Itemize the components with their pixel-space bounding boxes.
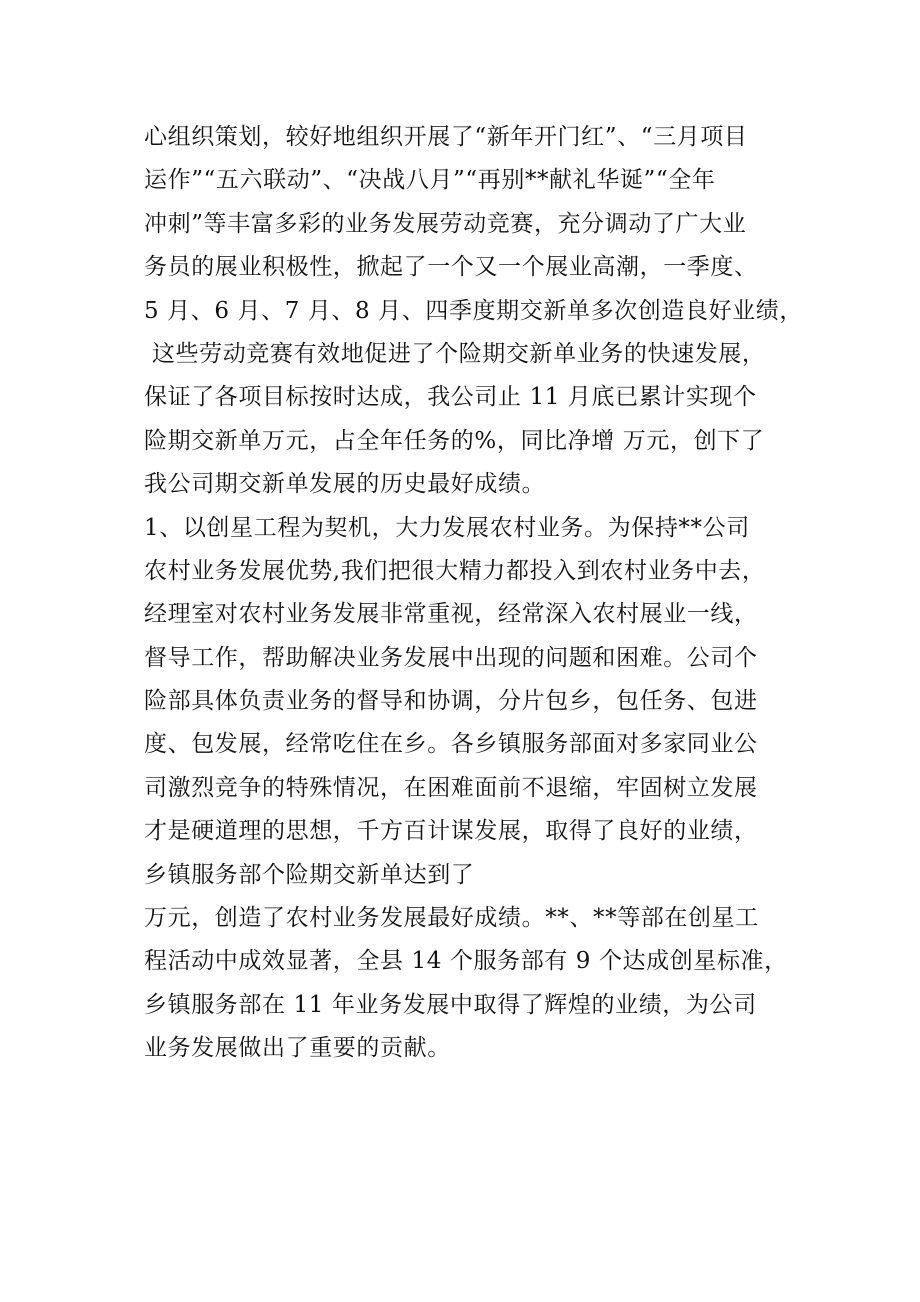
text-line: 度、包发展，经常吃住在乡。各乡镇服务部面对多家同业公 bbox=[144, 731, 758, 758]
text-line: 乡镇服务部个险期交新单达到了 bbox=[144, 861, 475, 888]
text-line: 心组织策划，较好地组织开展了“新年开门红”、“三月项目 bbox=[144, 124, 748, 150]
text-line: 1、以创星工程为契机，大力发展农村业务。为保持**公司 bbox=[144, 514, 750, 541]
text-line: 万元，创造了农村业务发展最好成绩。**、**等部在创星工 bbox=[144, 905, 759, 932]
text-line: 业务发展做出了重要的贡献。 bbox=[144, 1035, 451, 1062]
text-line: 农村业务发展优势,我们把很大精力都投入到农村业务中去， bbox=[144, 557, 766, 584]
text-line: 经理室对农村业务发展非常重视，经常深入农村展业一线， bbox=[144, 601, 758, 628]
text-line: 险部具体负责业务的督导和协调，分片包乡，包任务、包进 bbox=[144, 688, 758, 715]
text-line: 司激烈竞争的特殊情况，在困难面前不退缩，牢固树立发展 bbox=[144, 774, 758, 801]
text-line: 险期交新单万元，占全年任务的%，同比净增 万元，创下了 bbox=[144, 427, 765, 454]
text-line: 我公司期交新单发展的历史最好成绩。 bbox=[144, 471, 546, 498]
text-line: 运作”“五六联动”、“决战八月”“再别**献礼华诞”“全年 bbox=[144, 167, 716, 194]
text-line: 务员的展业积极性，掀起了一个又一个展业高潮，一季度、 bbox=[144, 254, 758, 281]
text-line: 保证了各项目标按时达成，我公司止 11 月底已累计实现个 bbox=[144, 384, 757, 411]
document-body bbox=[144, 116, 804, 1071]
text-line: 乡镇服务部在 11 年业务发展中取得了辉煌的业绩，为公司 bbox=[144, 991, 757, 1018]
text-line: 这些劳动竞赛有效地促进了个险期交新单业务的快速发展， bbox=[144, 340, 766, 367]
text-line: 冲刺”等丰富多彩的业务发展劳动竞赛，充分调动了广大业 bbox=[144, 210, 747, 237]
text-line: 5 月、6 月、7 月、8 月、四季度期交新单多次创造良好业绩， bbox=[144, 297, 803, 324]
text-line: 督导工作，帮助解决业务发展中出现的问题和困难。公司个 bbox=[144, 644, 758, 671]
text-line: 才是硬道理的思想，千方百计谋发展，取得了良好的业绩， bbox=[144, 818, 758, 845]
text-line: 程活动中成效显著，全县 14 个服务部有 9 个达成创星标准， bbox=[144, 948, 788, 975]
